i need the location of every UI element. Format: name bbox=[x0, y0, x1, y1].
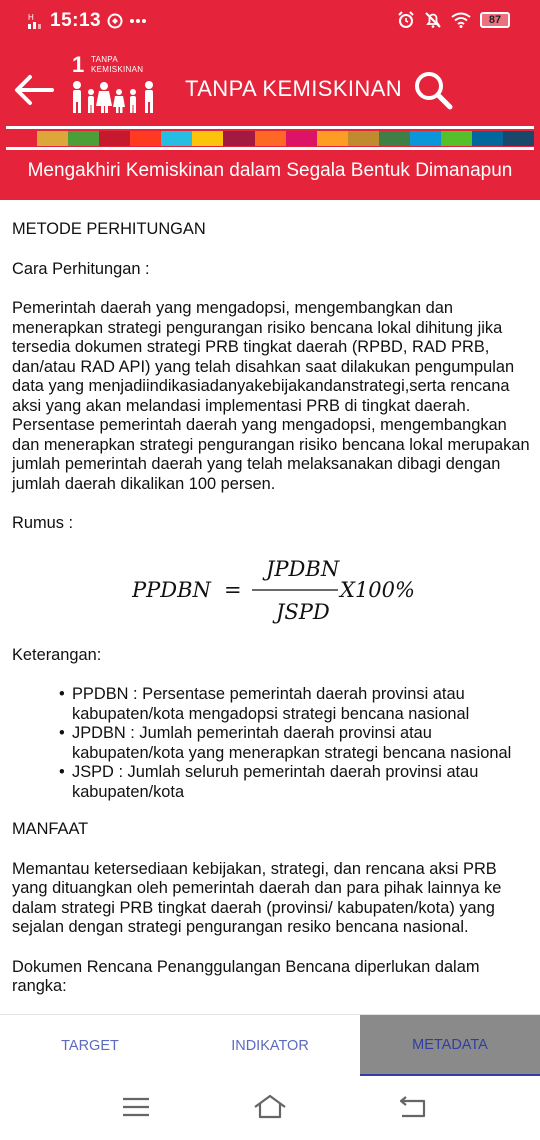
formula-lhs: PPDBN bbox=[132, 577, 211, 602]
sdg-color-bar bbox=[6, 131, 534, 146]
sdg-color-segment bbox=[99, 131, 130, 146]
search-icon[interactable] bbox=[412, 69, 454, 111]
goal-number: 1 bbox=[72, 52, 85, 77]
app-header bbox=[0, 0, 540, 200]
keterangan-label: Keterangan: bbox=[12, 645, 102, 664]
list-item: • JSPD : Jumlah seluruh pemerintah daerah provinsi atau kabupaten/kota bbox=[72, 763, 532, 802]
tab-metadata[interactable]: METADATA bbox=[360, 1015, 540, 1077]
cara-perhitungan-text: Pemerintah daerah yang mengadopsi, mengembangkan dan menerapkan strategi pengurangan risiko bencana lokal dihitung jika tersedia dokumen strategi PRB tingkat daerah (RPBD, RAD PRB, dan/atau RAD API) yang telah disahkan saat dilakukan pengumpulan data yang menjadiindikasiadanyakebijakandanstrategi,serta rencana aksi yang akan melandasi implementasi PRB di tingkat daerah. Persentase pemerintah daerah yang mengadopsi, mengembangkan dan menerapkan strategi pengurangan risiko bencana lokal merupakan jumlah pemerintah daerah yang telah melaksanakan dibagi dengan jumlah daerah dikalikan 100 persen. bbox=[12, 299, 530, 493]
page-title: TANPA KEMISKINAN bbox=[185, 76, 403, 101]
formula bbox=[12, 552, 532, 634]
sdg-color-segment bbox=[37, 131, 68, 146]
home-icon[interactable] bbox=[252, 1092, 288, 1122]
bottom-tab-bar bbox=[0, 1014, 540, 1076]
formula-graphic bbox=[132, 552, 432, 634]
menu-icon[interactable] bbox=[118, 1092, 154, 1122]
goal-logo bbox=[70, 52, 162, 116]
formula-numerator: JPDBN bbox=[266, 556, 340, 581]
system-nav-bar bbox=[0, 1076, 540, 1140]
wifi-icon bbox=[451, 12, 471, 28]
list-item: • PPDBN : Persentase pemerintah daerah provinsi atau kabupaten/kota mengadopsi strategi bencana nasional bbox=[72, 685, 532, 724]
status-bar bbox=[0, 0, 540, 42]
sdg-color-segment bbox=[503, 131, 534, 146]
sdg-color-segment bbox=[410, 131, 441, 146]
back-nav-icon[interactable] bbox=[394, 1092, 430, 1122]
status-time: 15:13 bbox=[50, 10, 102, 31]
battery-icon: 87 bbox=[480, 12, 510, 28]
formula-denominator: JSPD bbox=[276, 599, 330, 624]
sdg-color-segment bbox=[161, 131, 192, 146]
back-arrow-icon[interactable] bbox=[12, 70, 56, 110]
more-icon bbox=[129, 18, 147, 24]
divider-bottom bbox=[6, 147, 534, 150]
goal-label: TANPA KEMISKINAN bbox=[91, 55, 144, 74]
people-icon bbox=[70, 80, 160, 114]
section-title-manfaat: MANFAAT bbox=[12, 820, 89, 838]
sdg-color-segment bbox=[192, 131, 223, 146]
manfaat-text: Memantau ketersediaan kebijakan, strategi, dan rencana aksi PRB yang dituangkan oleh pemerintah daerah dan para pihak lainnya ke dalam strategi PRB tingkat daerah (provinsi/ kabupaten/kota) yang sejalan dengan strategi pengurangan resiko bencana nasional. bbox=[12, 859, 502, 936]
mute-icon bbox=[424, 11, 442, 29]
signal-icon bbox=[28, 12, 44, 30]
sdg-color-segment bbox=[317, 131, 348, 146]
vpn-icon bbox=[107, 13, 123, 29]
tab-target[interactable]: TARGET bbox=[61, 1038, 119, 1054]
divider-top bbox=[6, 126, 534, 129]
sdg-color-segment bbox=[255, 131, 286, 146]
page-subtitle: Mengakhiri Kemiskinan dalam Segala Bentuk Dimanapun bbox=[27, 160, 513, 181]
sdg-color-segment bbox=[441, 131, 472, 146]
sdg-color-segment bbox=[130, 131, 161, 146]
tab-indikator[interactable]: INDIKATOR bbox=[231, 1038, 309, 1054]
dokumen-text: Dokumen Rencana Penanggulangan Bencana diperlukan dalam rangka: bbox=[12, 957, 480, 995]
sdg-color-segment bbox=[223, 131, 254, 146]
sdg-color-segment bbox=[68, 131, 99, 146]
metadata-content bbox=[12, 220, 532, 1017]
cara-perhitungan-label: Cara Perhitungan : bbox=[12, 259, 150, 278]
formula-equals: = bbox=[224, 577, 242, 602]
section-title-metode: METODE PERHITUNGAN bbox=[12, 220, 206, 238]
alarm-icon bbox=[397, 11, 415, 29]
sdg-color-segment bbox=[6, 131, 37, 146]
svg-text:H: H bbox=[28, 13, 34, 22]
rumus-label: Rumus : bbox=[12, 514, 74, 532]
list-item: • JPDBN : Jumlah pemerintah daerah provinsi atau kabupaten/kota yang menerapkan strategi bencana nasional bbox=[72, 724, 532, 763]
sdg-color-segment bbox=[472, 131, 503, 146]
sdg-color-segment bbox=[379, 131, 410, 146]
keterangan-list bbox=[72, 685, 532, 802]
sdg-color-segment bbox=[348, 131, 379, 146]
sdg-color-segment bbox=[286, 131, 317, 146]
formula-tail: X100% bbox=[340, 577, 415, 602]
